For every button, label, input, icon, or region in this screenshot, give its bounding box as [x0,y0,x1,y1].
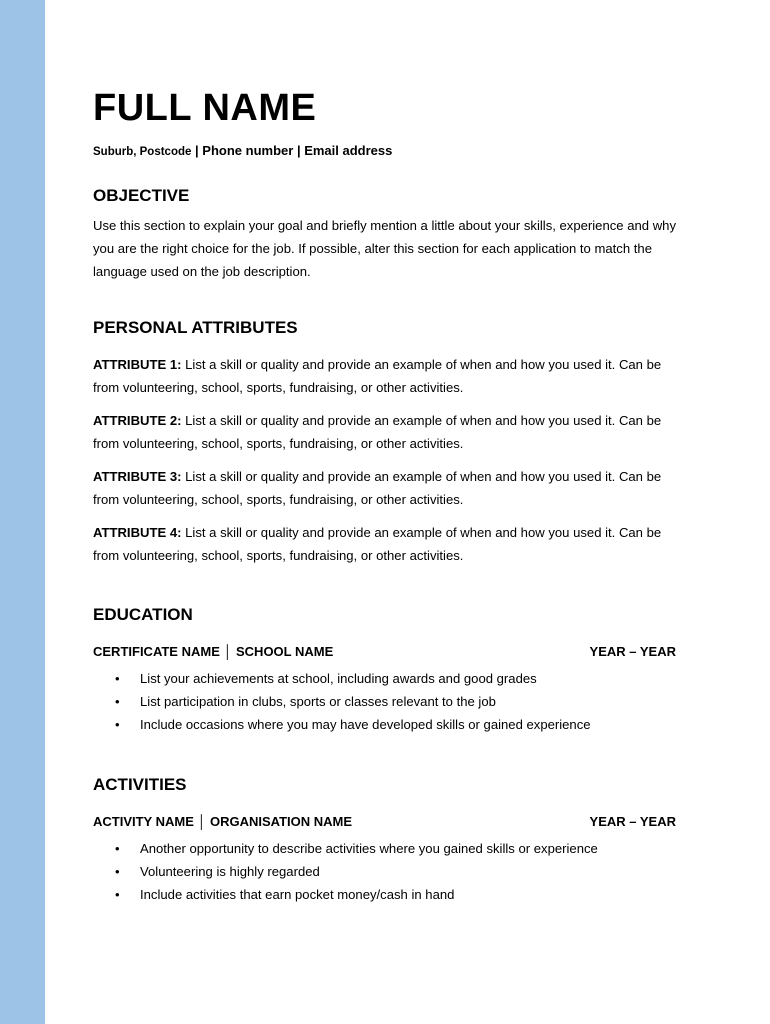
attribute-text: List a skill or quality and provide an example of when and how you used it. Can be from volunteering, school, sports, fundraising, or other activities. [93,469,662,507]
contact-line [93,143,392,158]
objective-heading: OBJECTIVE [93,186,190,205]
bullet-icon: • [115,671,120,686]
bullet-icon: • [115,887,120,902]
attribute-label: ATTRIBUTE 2: [93,413,182,428]
certificate-name: CERTIFICATE NAME [93,644,220,659]
activities-bullet-list [93,837,598,906]
attribute-text: List a skill or quality and provide an example of when and how you used it. Can be from volunteering, school, sports, fundraising, or other activities. [93,525,662,563]
attribute-item [93,521,683,567]
bullet-icon: • [115,717,120,732]
list-item: • Include occasions where you may have developed skills or gained experience [93,713,591,736]
bullet-icon: • [115,841,120,856]
school-name: SCHOOL NAME [236,644,334,659]
full-name-title: FULL NAME [93,87,317,129]
activity-years: YEAR – YEAR [589,814,676,829]
attribute-text: List a skill or quality and provide an example of when and how you used it. Can be from volunteering, school, sports, fundraising, or other activities. [93,357,662,395]
attribute-label: ATTRIBUTE 1: [93,357,182,372]
list-item: • Volunteering is highly regarded [93,860,598,883]
attribute-text: List a skill or quality and provide an example of when and how you used it. Can be from volunteering, school, sports, fundraising, or other activities. [93,413,662,451]
activity-name: ACTIVITY NAME [93,814,194,829]
attribute-item [93,353,683,399]
activities-heading: ACTIVITIES [93,775,187,794]
entry-divider: │ [223,644,232,659]
education-bullet-list [93,667,591,736]
education-years: YEAR – YEAR [589,644,676,659]
list-item: • List participation in clubs, sports or classes relevant to the job [93,690,591,713]
suburb-postcode: Suburb, Postcode [93,146,192,158]
contact-separator: | [195,143,199,158]
attributes-heading: PERSONAL ATTRIBUTES [93,318,298,337]
education-entry-header [93,644,676,659]
contact-separator: | [296,143,301,158]
entry-divider: │ [197,814,207,829]
education-heading: EDUCATION [93,605,193,624]
bullet-icon: • [115,864,120,879]
list-item: • Include activities that earn pocket money/cash in hand [93,883,598,906]
list-item: • Another opportunity to describe activities where you gained skills or experience [93,837,598,860]
decorative-sidebar [0,0,45,1024]
attribute-label: ATTRIBUTE 3: [93,469,182,484]
attribute-item [93,409,683,455]
activity-entry-header [93,814,676,829]
list-item: • List your achievements at school, including awards and good grades [93,667,591,690]
organisation-name: ORGANISATION NAME [210,814,353,829]
bullet-icon: • [115,694,120,709]
email-address: Email address [304,143,393,158]
attribute-item [93,465,683,511]
phone-number: Phone number [202,143,294,158]
objective-text: Use this section to explain your goal and briefly mention a little about your skills, experience and why you are the right choice for the job. If possible, alter this section for each application to match the language used on the job description. [93,218,676,279]
attribute-label: ATTRIBUTE 4: [93,525,182,540]
